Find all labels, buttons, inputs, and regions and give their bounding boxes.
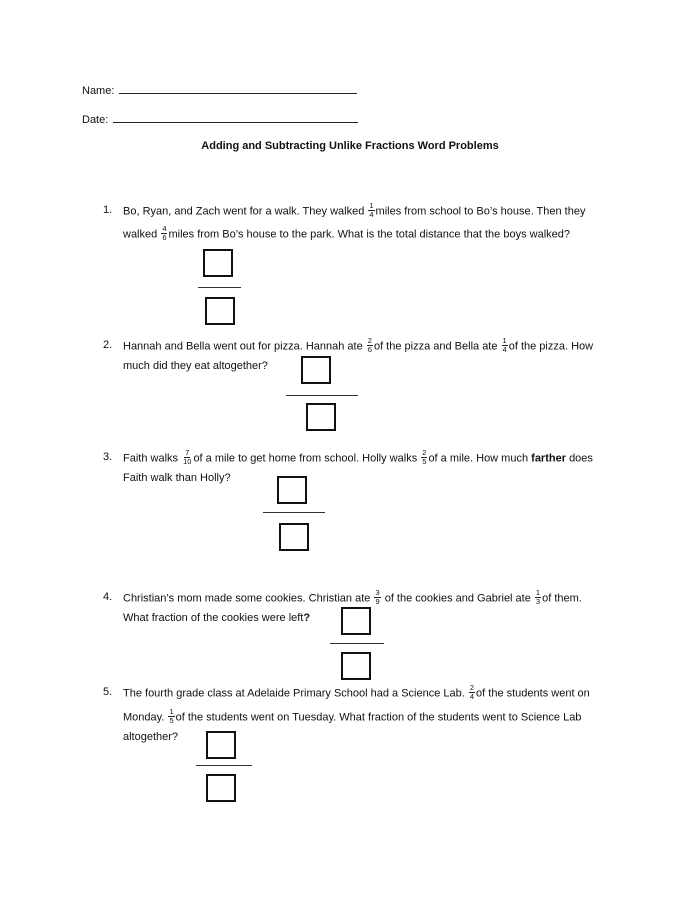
fraction: $\frac{2}{5}$: [422, 448, 427, 466]
date-label: Date:: [82, 114, 109, 126]
question-3-line-1: Faith walks $\frac{7}{10}$ of a mile to get home from school. Holly walks $\frac{2}{5}$ of a mile. How much farther does: [123, 448, 593, 466]
question-1-line-1: Bo, Ryan, and Zach went for a walk. They walked $\frac{1}{4}$ miles from school to Bo’s house. Then they: [123, 201, 586, 219]
answer-numerator-box-5[interactable]: [206, 731, 236, 759]
question-1-line-2: walked $\frac{4}{6}$ miles from Bo’s house to the park. What is the total distance that the boys walked?: [123, 224, 570, 242]
answer-fraction-bar-1: [198, 287, 241, 288]
question-5-line-2: Monday. $\frac{1}{5}$ of the students went on Tuesday. What fraction of the students went to Science Lab: [123, 707, 582, 725]
fraction: $\frac{7}{10}$: [183, 448, 192, 466]
name-field-line[interactable]: [119, 82, 357, 94]
answer-numerator-box-2[interactable]: [301, 356, 331, 384]
fraction: $\frac{2}{6}$: [367, 336, 372, 354]
fraction: $\frac{4}{6}$: [162, 224, 167, 242]
answer-fraction-bar-2: [286, 395, 358, 396]
question-4-line-2: What fraction of the cookies were left?: [123, 612, 311, 624]
answer-denominator-box-1[interactable]: [205, 297, 235, 325]
date-row: [82, 111, 358, 127]
question-4-number: 4.: [103, 591, 113, 603]
fraction: $\frac{1}{4}$: [369, 201, 374, 219]
question-2-number: 2.: [103, 339, 113, 351]
answer-numerator-box-4[interactable]: [341, 607, 371, 635]
answer-denominator-box-5[interactable]: [206, 774, 236, 802]
answer-denominator-box-2[interactable]: [306, 403, 336, 431]
answer-numerator-box-3[interactable]: [277, 476, 307, 504]
question-5-line-1: The fourth grade class at Adelaide Primary School had a Science Lab. $\frac{2}{4}$ of the students went on: [123, 683, 590, 701]
fraction: $\frac{1}{3}$: [535, 588, 541, 606]
fraction: $\frac{2}{4}$: [469, 683, 475, 701]
answer-numerator-box-1[interactable]: [203, 249, 233, 277]
date-field-line[interactable]: [113, 111, 358, 123]
worksheet-title: Adding and Subtracting Unlike Fractions Word Problems: [201, 140, 499, 152]
answer-fraction-bar-5: [196, 765, 252, 766]
emphasis-word: farther: [531, 452, 566, 465]
name-label: Name:: [82, 85, 115, 97]
question-3-number: 3.: [103, 451, 113, 463]
question-2-line-2: much did they eat altogether?: [123, 360, 268, 372]
fraction: $\frac{1}{4}$: [502, 336, 507, 354]
question-5-line-3: altogether?: [123, 731, 179, 743]
question-4-line-1: Christian’s mom made some cookies. Christian ate $\frac{3}{9}$ of the cookies and Gabriel ate $\frac{1}{3}$ of them.: [123, 588, 582, 606]
question-3-line-2: Faith walk than Holly?: [123, 472, 231, 484]
name-row: [82, 82, 357, 98]
answer-denominator-box-3[interactable]: [279, 523, 309, 551]
answer-denominator-box-4[interactable]: [341, 652, 371, 680]
fraction: $\frac{3}{9}$: [375, 588, 380, 606]
question-1-number: 1.: [103, 204, 113, 216]
fraction: $\frac{1}{5}$: [169, 707, 174, 725]
answer-fraction-bar-3: [263, 512, 325, 513]
question-2-line-1: Hannah and Bella went out for pizza. Hannah ate $\frac{2}{6}$ of the pizza and Bella ate $\frac{1}{4}$ of the pizza. How: [123, 336, 594, 354]
question-5-number: 5.: [103, 686, 113, 698]
answer-fraction-bar-4: [330, 643, 384, 644]
